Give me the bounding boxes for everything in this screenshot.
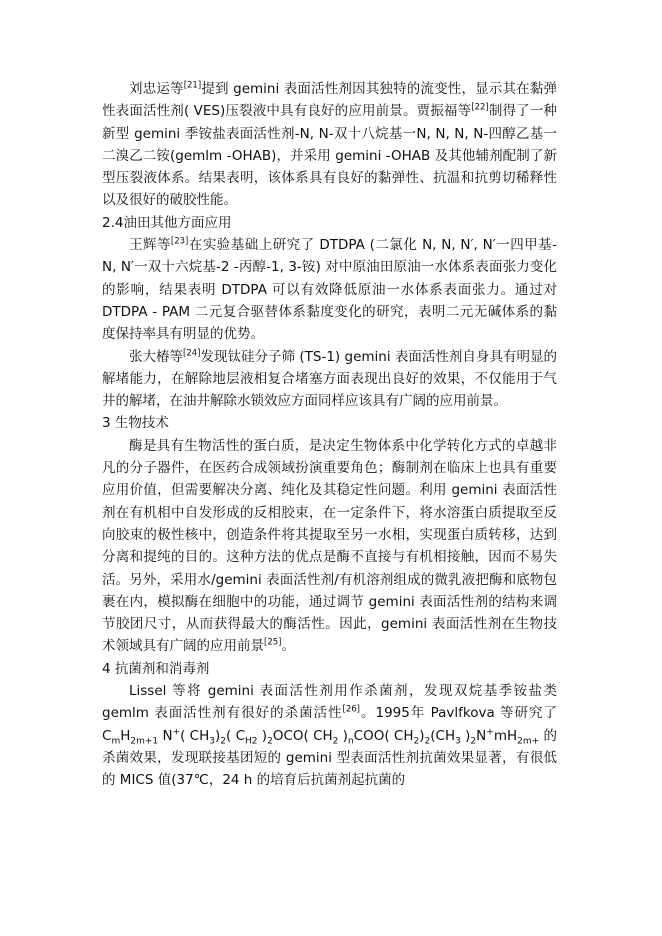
citation-ref: [25] bbox=[264, 637, 282, 648]
formula-text: ) bbox=[460, 727, 471, 744]
text-run: Lissel 等将 gemini 表面活性剂用作杀菌剂，发现双烷基季铵盐类 gemlm 表面活性剂有很好的杀菌活性 bbox=[102, 683, 557, 722]
formula-text: COO( CH bbox=[353, 727, 414, 744]
text-run: 的杀菌效果，发现联接基团短的 gemini 型表面活性剂抗菌效果显著，有很低的 MICS 值(37℃，24 h 的培育后抗菌剂起抗菌的 bbox=[102, 727, 557, 789]
formula-text: OCO( CH bbox=[272, 727, 333, 744]
text-run: 。 bbox=[281, 638, 295, 655]
text-run: 在实验基础上研究了 DTDPA (二氯化 N, N, N′, N′一四甲基-N, N′一双十六烷基-2 -丙醇-1, 3-铵) 对中原油田原油一水体系表面张力变化的影响，结果表明 DTDPA 可以有效降低原油一水体系表面张力。通过对 DTDPA - PAM 二元复合驱替体系黏度变化的研究，表明二元无碱体系的黏度保持率具有明显的优势。 bbox=[102, 237, 557, 343]
section-heading-2-4: 2.4油田其他方面应用 bbox=[102, 214, 232, 231]
formula-superscript: + bbox=[486, 727, 494, 738]
formula-subscript: 2 bbox=[220, 736, 226, 747]
formula-subscript: 2 bbox=[267, 736, 273, 747]
citation-ref: [24] bbox=[183, 348, 201, 359]
text-run: 制得了一种新型 gemini 季铵盐表面活性剂-N, N-双十八烷基一N, N, N, N-四醇乙基一二溴乙二铵(gemlm -OHAB)，并采用 gemini -OHAB 及其他辅剂配制了新型压裂液体系。结果表明，该体系具有良好的黏弹性、抗温和抗剪切稀释性以及很好的破胶性能。 bbox=[102, 103, 557, 209]
formula-subscript: 2m+ bbox=[517, 736, 540, 747]
formula-text: ( C bbox=[226, 727, 245, 744]
text-run: 王辉等 bbox=[129, 237, 171, 254]
text-run: 刘忠运等 bbox=[129, 81, 184, 97]
formula-subscript: 2m+1 bbox=[130, 736, 159, 747]
formula-subscript: 2 bbox=[470, 736, 477, 747]
formula-text: H bbox=[120, 727, 131, 744]
formula-text: ) bbox=[338, 727, 348, 744]
formula-text: N bbox=[158, 727, 173, 744]
formula-text: (CH bbox=[430, 727, 456, 744]
citation-ref: [22] bbox=[471, 102, 489, 113]
formula-subscript: H2 bbox=[245, 736, 258, 747]
formula-subscript: 2 bbox=[424, 736, 431, 747]
section-heading-3: 3 生物技术 bbox=[102, 415, 169, 432]
citation-ref: [26] bbox=[342, 704, 360, 715]
text-run: 酶是具有生物活性的蛋白质，是决定生物体系中化学转化方式的卓越非凡的分子器件，在医药合成领域扮演重要角色；酶制剂在临床上也具有重要应用价值，但需要解决分离、纯化及其稳定性问题。利用 gemini 表面活性剂在有机相中自发形成的反相胶束，在一定条件下，将水溶蛋白质提取至反向胶束的极性核中，创造条件将其提取至另一水相，实现蛋白质转移，达到分离和提纯的目的。这种方法的优点是酶不直接与有机相接触，因而不易失活。另外，采用水/gemini 表面活性剂/有机溶剂组成的微乳液把酶和底物包裹在内，模拟酶在细胞中的功能，通过调节 gemini 表面活性剂的结构来调节胶团尺寸，从而获得最大的酶活性。因此，gemini 表面活性剂在生物技术领域具有广阔的应用前景 bbox=[102, 437, 557, 655]
formula-text: ( CH bbox=[180, 727, 210, 744]
paragraph-antibacterial bbox=[102, 680, 557, 791]
document-page bbox=[102, 78, 557, 792]
formula-subscript: 3 bbox=[455, 736, 461, 747]
text-run: 张大椿等 bbox=[129, 348, 184, 365]
formula-superscript: + bbox=[172, 727, 181, 738]
citation-ref: [23] bbox=[170, 236, 189, 247]
formula-text: ) bbox=[419, 727, 425, 744]
formula-text: ) bbox=[214, 727, 221, 744]
formula-text: ) bbox=[257, 727, 268, 744]
text-run: 。1995年 Pavlfkova 等研究了 C bbox=[102, 705, 557, 744]
formula-subscript: n bbox=[347, 736, 354, 747]
formula-subscript: m bbox=[111, 736, 121, 747]
text-run: 提到 gemini 表面活性剂因其独特的流变性，显示其在黏弹性表面活性剂( VES)压裂液中具有良好的应用前景。贾振福等 bbox=[102, 81, 557, 120]
paragraph-viscoelastic-fracturing-fluid bbox=[102, 78, 557, 212]
formula-subscript: 3 bbox=[209, 736, 215, 747]
formula-subscript: 2 bbox=[413, 736, 420, 747]
text-run: 发现钛硅分子筛 (TS-1) gemini 表面活性剂自身具有明显的解堵能力，在解除地层液相复合堵塞方面表现出良好的效果，不仅能用于气井的解堵，在油井解除水锁效应方面同样应该具有广阔的应用前景。 bbox=[102, 348, 557, 410]
paragraph-ts1-plugging bbox=[102, 346, 557, 413]
citation-ref: [21] bbox=[183, 80, 202, 91]
section-heading-4: 4 抗菌剂和消毒剂 bbox=[102, 660, 210, 677]
formula-subscript: 2 bbox=[332, 736, 339, 747]
formula-text: mH bbox=[493, 727, 518, 744]
paragraph-dtdpa bbox=[102, 234, 557, 345]
formula-text: N bbox=[476, 727, 487, 744]
paragraph-enzyme-biotech bbox=[102, 435, 557, 658]
